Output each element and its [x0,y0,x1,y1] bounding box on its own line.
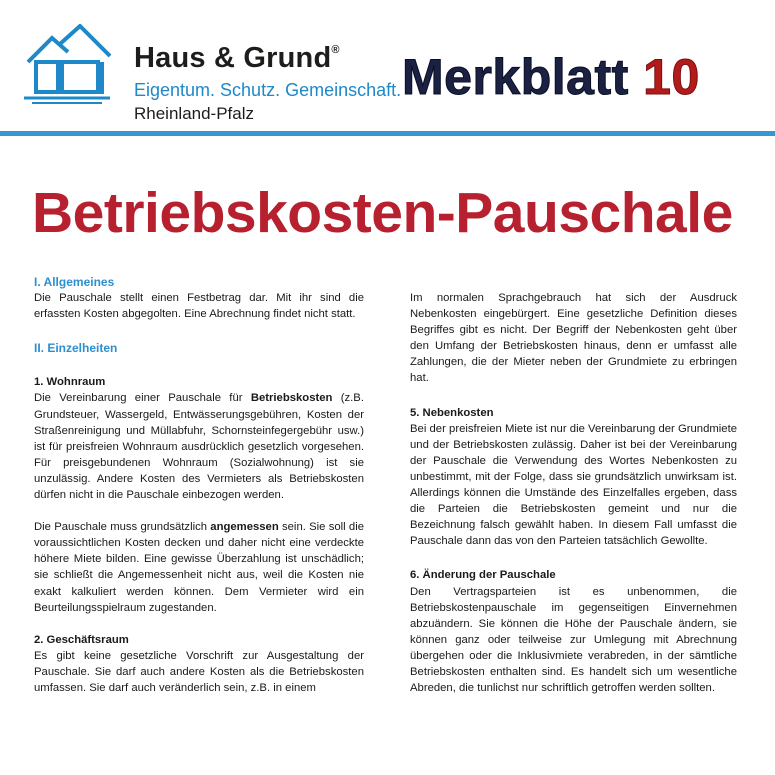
subheading-nebenkosten: 5. Nebenkosten [410,406,494,419]
paragraph-angemessen: Die Pauschale muss grundsätzlich angemessen sein. Sie soll die voraussichtlichen Kosten decken und daher nicht eine verdeckte höhere Miete bilden. Eine gewisse Überzahlung ist unschädlich; sie schließt die Angemessenheit nicht aus, weil die Kosten nie exakt kalkuliert werden können. Dem Vermieter wird ein Beurteilungsspielraum zugestanden. [34,521,364,614]
sheet-label: Merkblatt 10 [402,49,700,105]
sheet-number: 10 [643,49,700,105]
paragraph-aenderung: Den Vertragsparteien ist es unbenommen, die Betriebskostenpauschale im gegenseitigen Einvernehmen abzuändern. Sie können die Höhe der Pauschale ändern, sie können ganz oder teilweise zur Umlegung mit Abrechnung übergehen oder die Inklusivmiete verabreden, in der sämtliche Betriebskosten enthalten sind. Es handelt sich um wesentliche Abreden, die tunlichst nur schriftlich getroffen werden sollten. [410,585,737,695]
subheading-aenderung: 6. Änderung der Pauschale [410,569,556,582]
document-title: Betriebskosten-Pauschale [32,181,733,245]
section-heading-einzelheiten: II. Einzelheiten [34,341,118,356]
subheading-wohnraum: 1. Wohnraum [34,376,106,389]
brand-slogan: Eigentum. Schutz. Gemeinschaft. [134,80,402,100]
section-heading-allgemeines: I. Allgemeines [34,275,115,289]
subheading-geschaeftsraum: 2. Geschäftsraum [34,633,129,646]
page-header [0,0,775,140]
right-column [410,290,737,696]
paragraph-allgemeines: Die Pauschale stellt einen Festbetrag dar. Mit ihr sind die erfassten Kosten abgegolten. Eine Abrechnung findet nicht statt. [34,292,364,321]
page-crop-edge [0,718,775,775]
header-rule [0,131,775,136]
paragraph-geschaeftsraum: Es gibt keine gesetzliche Vorschrift zur Ausgestaltung der Pauschale. Sie darf auch andere Kosten als die Betriebskosten umfassen. Sie darf auch veränderlich sein, z.B. in einem [34,649,364,694]
brand-name: Haus & Grund® [134,42,340,74]
paragraph-nebenkosten: Bei der preisfreien Miete ist nur die Vereinbarung der Grundmiete und der Betriebskosten zulässig. Daher ist bei der Vereinbarung der Pauschale die Verwendung des Wortes Nebenkosten zu unbestimmt, mit der Folge, dass sie grundsätzlich unwirksam ist. Allerdings können die Umstände des Einzelfalles ergeben, dass die Parteien die Betriebskosten gemeint und nur die Bezeichnung falsch gewählt haben. In diesem Fall umfasst die Pauschale dann das von den Parteien tatsächlich Gewollte. [410,422,737,548]
paragraph-nebenkosten-begriff: Im normalen Sprachgebrauch hat sich der Ausdruck Nebenkosten eingebürgert. Eine gesetzliche Definition dieses Begriffes gibt es nicht. Der Begriff der Nebenkosten geht über den Umfang der Betriebskosten hinaus, denn er umfasst alle Zahlungen, die der Mieter neben der Grundmiete zu erbringen hat. [410,292,737,385]
brand-region: Rheinland-Pfalz [134,104,255,123]
paragraph-wohnraum: Die Vereinbarung einer Pauschale für Betriebskosten (z.B. Grundsteuer, Wassergeld, Entwässerungsgebühren, Kosten der Straßenreinigung und Müllabfuhr, Schornsteinfegergebühr usw.) ist für preisfreien Wohnraum ausdrücklich gesetzlich vorgesehen. Für preisgebundenen Wohnraum (Sozialwohnung) ist sie unzulässig. Andere Kosten des Vermieters als Betriebskosten dürfen nicht in die Pauschale einbezogen werden. [34,392,364,502]
left-column [34,274,364,696]
registered-mark: ® [331,44,340,56]
house-logo-icon [22,24,114,104]
